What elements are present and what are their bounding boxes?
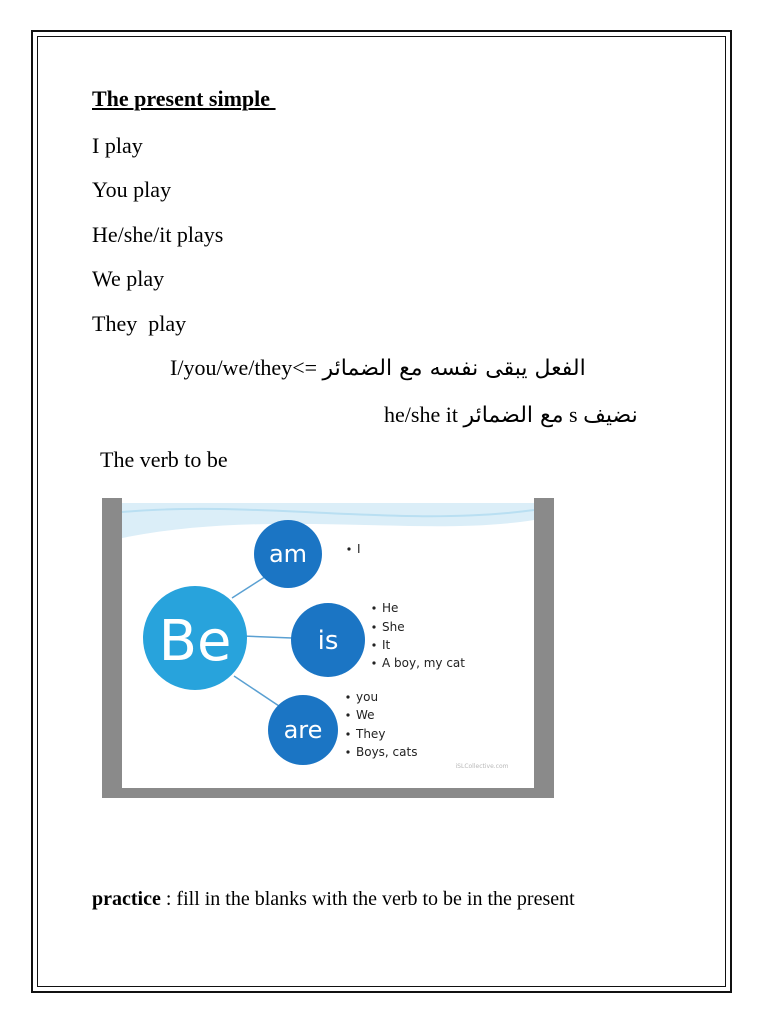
bullet [372, 606, 375, 609]
pronoun-item: They [356, 727, 386, 741]
rule-1-arabic: الفعل يبقى نفسه مع الضمائر [322, 356, 586, 381]
bullet [372, 661, 375, 664]
bullet [372, 643, 375, 646]
is-label: is [317, 626, 339, 656]
pronoun-item: It [382, 638, 391, 652]
pronoun-item: She [382, 620, 405, 634]
rule-2-latin: he/she it [384, 402, 464, 427]
conjugation-line: You play [92, 177, 172, 202]
conjugation-line: We play [92, 266, 165, 291]
watermark: iSLCollective.com [455, 763, 509, 770]
pronoun-item: He [382, 601, 399, 615]
pronoun-item: A boy, my cat [382, 656, 465, 670]
figure-canvas [122, 498, 534, 788]
rule-line-2 [384, 402, 638, 428]
pronoun-item: We [356, 708, 375, 722]
practice-text: : fill in the blanks with the verb to be in the present [160, 888, 575, 910]
verb-to-be-diagram [122, 498, 534, 788]
connector-is [242, 636, 292, 638]
bullet [372, 625, 375, 628]
rule-1-latin: I/you/we/they<= [170, 355, 323, 380]
pronoun-item: I [357, 542, 361, 556]
be-label: Be [158, 609, 232, 674]
conjugation-line: I play [92, 133, 143, 158]
pronoun-item: Boys, cats [356, 745, 418, 759]
conjugation-line: He/she/it plays [92, 222, 224, 247]
pronoun-item: you [356, 690, 379, 704]
rule-2-letter: s [563, 402, 584, 427]
conjugation-line: They play [92, 311, 187, 336]
rule-2-arabic-b: مع الضمائر [463, 403, 564, 428]
practice-instruction [92, 888, 575, 911]
bullet [346, 713, 349, 716]
verb-to-be-figure [102, 498, 554, 798]
are-label: are [283, 716, 323, 744]
rule-line-1 [170, 355, 586, 381]
bullet [346, 750, 349, 753]
connector-are [234, 676, 282, 708]
rule-2-arabic-a: نضيف [583, 403, 638, 428]
page-title: The present simple [92, 86, 276, 111]
bullet [346, 732, 349, 735]
bullet [346, 695, 349, 698]
bullet [347, 547, 350, 550]
am-label: am [268, 540, 308, 568]
practice-label: practice [92, 888, 161, 910]
verb-to-be-heading: The verb to be [100, 447, 228, 472]
